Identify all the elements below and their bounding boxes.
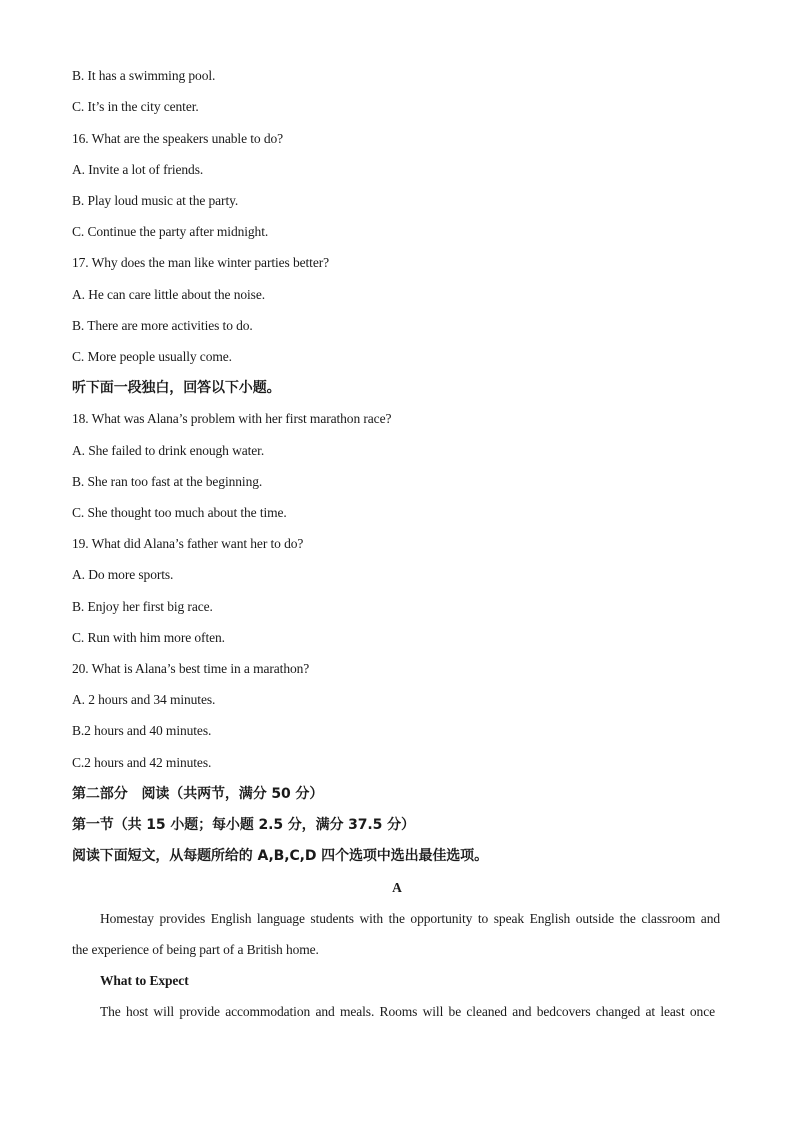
option-19c: C. Run with him more often. xyxy=(72,630,225,645)
option-18a: A. She failed to drink enough water. xyxy=(72,443,265,458)
passage-paragraph-2-line-1: The host will provide accommodation and meals. Rooms will be cleaned and bedcovers changed at least once xyxy=(100,1004,715,1019)
option-20b: B.2 hours and 40 minutes. xyxy=(72,723,212,738)
passage-paragraph-1-line-1: Homestay provides English language students with the opportunity to speak English outside the classroom and xyxy=(100,911,720,926)
section-one-heading: 第一节（共 15 小题；每小题 2.5 分，满分 37.5 分） xyxy=(72,817,415,833)
option-18b: B. She ran too fast at the beginning. xyxy=(72,474,263,489)
option-15c: C. It’s in the city center. xyxy=(72,99,199,114)
passage-title: A xyxy=(392,880,402,895)
option-16a: A. Invite a lot of friends. xyxy=(72,162,204,177)
option-17b: B. There are more activities to do. xyxy=(72,318,253,333)
reading-instruction: 阅读下面短文，从每题所给的 A,B,C,D 四个选项中选出最佳选项。 xyxy=(72,848,488,864)
option-20a: A. 2 hours and 34 minutes. xyxy=(72,692,216,707)
question-17: 17. Why does the man like winter parties better? xyxy=(72,255,329,270)
option-16b: B. Play loud music at the party. xyxy=(72,193,239,208)
option-19b: B. Enjoy her first big race. xyxy=(72,599,213,614)
part-two-heading: 第二部分 阅读（共两节，满分 50 分） xyxy=(72,786,324,802)
passage-paragraph-1-line-2: the experience of being part of a British home. xyxy=(72,942,319,957)
question-20: 20. What is Alana’s best time in a marathon? xyxy=(72,661,310,676)
subheading-what-to-expect: What to Expect xyxy=(100,973,189,988)
section-instruction: 听下面一段独白，回答以下小题。 xyxy=(72,380,281,396)
option-17a: A. He can care little about the noise. xyxy=(72,287,265,302)
option-15b: B. It has a swimming pool. xyxy=(72,68,216,83)
option-16c: C. Continue the party after midnight. xyxy=(72,224,269,239)
option-19a: A. Do more sports. xyxy=(72,567,174,582)
option-17c: C. More people usually come. xyxy=(72,349,232,364)
question-16: 16. What are the speakers unable to do? xyxy=(72,131,284,146)
question-18: 18. What was Alana’s problem with her first marathon race? xyxy=(72,411,392,426)
option-20c: C.2 hours and 42 minutes. xyxy=(72,755,212,770)
question-19: 19. What did Alana’s father want her to do? xyxy=(72,536,304,551)
option-18c: C. She thought too much about the time. xyxy=(72,505,287,520)
